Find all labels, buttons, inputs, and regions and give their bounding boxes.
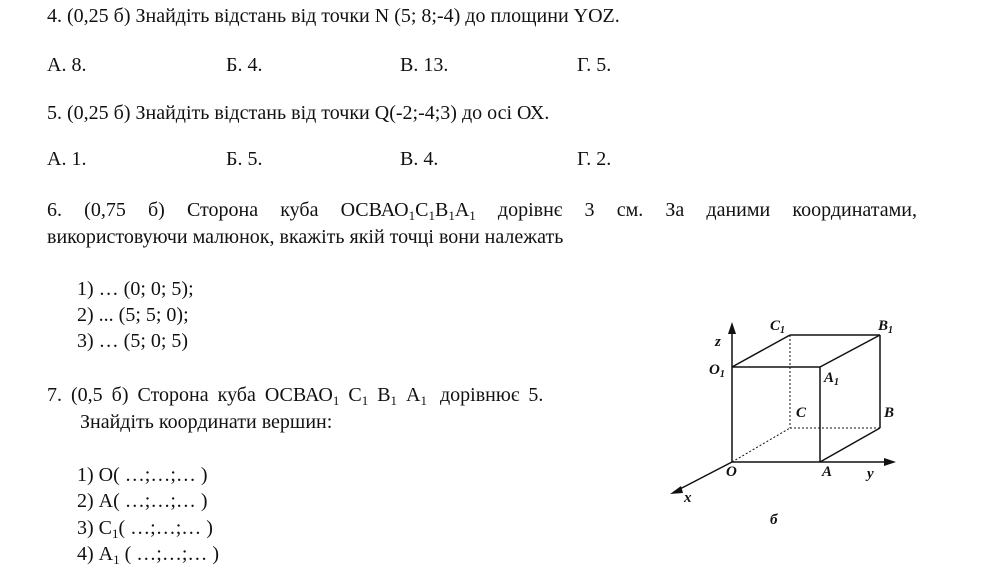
z-axis-arrow — [728, 322, 736, 334]
edge-o1-c1 — [732, 335, 790, 367]
label-x: x — [684, 490, 692, 506]
q6-item-1: 1) … (0; 0; 5); — [77, 278, 194, 300]
q6-item-2: 2) ... (5; 5; 0); — [77, 304, 189, 326]
q7-item-2: 2) А( …;…;… ) — [77, 490, 208, 512]
label-b1: $B_1$ — [878, 318, 894, 336]
q5-option-d: Г. 2. — [577, 148, 612, 170]
q5-option-c: В. 4. — [400, 148, 439, 170]
label-o: O — [726, 464, 737, 480]
q4-option-a: А. 8. — [47, 54, 87, 76]
q4-option-b: Б. 4. — [226, 54, 263, 76]
x-axis-arrow — [670, 486, 683, 494]
q7-item-3: 3) $С_1$( …;…;… ) — [77, 517, 213, 541]
question-5-text: 5. (0,25 б) Знайдіть відстань від точки Q(-2;-4;3) до осі ОХ. — [47, 102, 550, 124]
label-a1: $A_1$ — [824, 370, 840, 388]
q4-option-c: В. 13. — [400, 54, 449, 76]
q7-item-1: 1) О( …;…;… ) — [77, 464, 208, 486]
q5-option-b: Б. 5. — [226, 148, 263, 170]
hidden-edge-o-c — [732, 428, 790, 462]
label-c: C — [796, 405, 807, 421]
question-7-line-1: 7. (0,5 б) Сторона куба $ОСВАО_1$ $С_1$ $В_1$ $А_1$ дорівнює 5. — [47, 384, 544, 408]
label-y: y — [867, 466, 874, 482]
q5-option-a: А. 1. — [47, 148, 87, 170]
label-z: z — [715, 334, 721, 350]
figure-caption: б — [770, 512, 778, 528]
y-axis-arrow — [884, 458, 896, 466]
question-6-line-2: використовуючи малюнок, вкажіть якій точці вони належать — [47, 226, 564, 248]
question-7-line-2: Знайдіть координати вершин: — [80, 411, 333, 433]
q6-item-3: 3) … (5; 0; 5) — [77, 330, 189, 352]
edge-b-a — [820, 428, 880, 462]
question-4-text: 4. (0,25 б) Знайдіть відстань від точки N (5; 8;-4) до площини YOZ. — [47, 5, 620, 27]
x-axis — [678, 462, 732, 490]
edge-b1-a1 — [820, 335, 880, 367]
label-a: A — [822, 464, 833, 480]
question-6-line-1: 6. (0,75 б) Сторона куба $ОСВАО_1С_1В_1А_1$ дорівнє 3 см. За даними координатами, — [47, 199, 917, 223]
label-o1: $O_1$ — [709, 362, 725, 380]
q7-item-4: 4) $А_1$ ( …;…;… ) — [77, 543, 220, 567]
label-b: B — [884, 405, 895, 421]
label-c1: $C_1$ — [770, 318, 786, 336]
cube-diagram — [664, 310, 904, 535]
q4-option-d: Г. 5. — [577, 54, 612, 76]
